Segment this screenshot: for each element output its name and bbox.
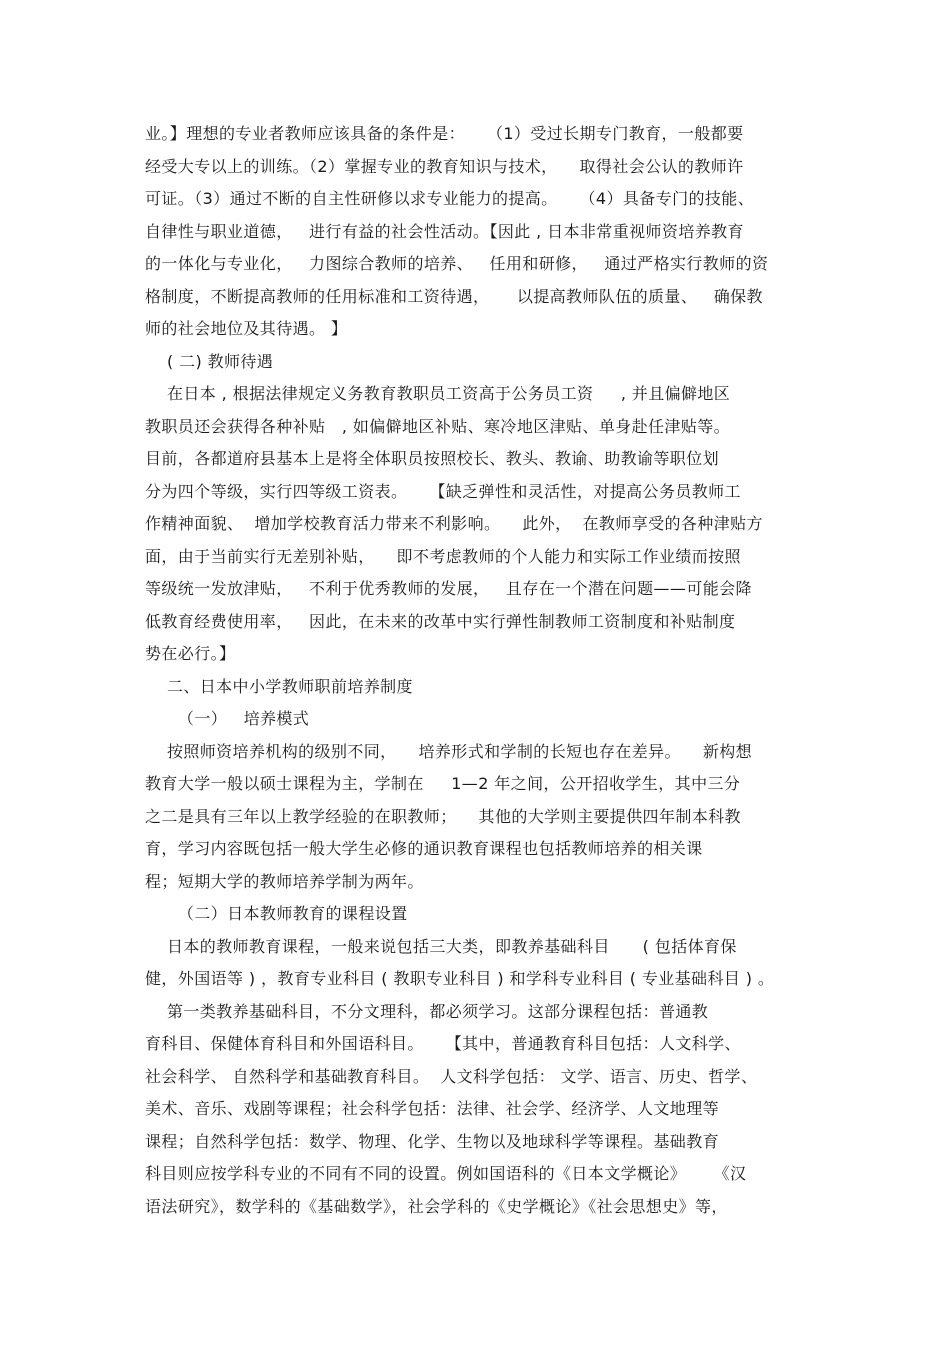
text-line: 在日本 , 根据法律规定义务教育教职员工资高于公务员工资 , 并且偏僻地区 (145, 384, 731, 403)
text-line: 可证。（3）通过不断的自主性研修以求专业能力的提高。 （4）具备专门的技能、 (145, 189, 755, 208)
text-line: 面，由于当前实行无差别补贴， 即不考虑教师的个人能力和实际工作业绩而按照 (145, 546, 741, 566)
text-line: 按照师资培养机构的级别不同， 培养形式和学制的长短也存在差异。 新构想 (145, 741, 753, 761)
text-line: （二）日本教师教育的课程设置 (145, 904, 408, 923)
text-line: 二、日本中小学教师职前培养制度 (145, 676, 413, 696)
text-line: 育科目、保健体育科目和外国语科目。 【其中，普通教育科目包括：人文科学、 (145, 1034, 741, 1053)
text-line: 业。】理想的专业者教师应该具备的条件是： （1）受过长期专门教育，一般都要 (145, 124, 744, 143)
text-line: 势在必行。】 (145, 644, 236, 663)
text-line: 程；短期大学的教师培养学制为两年。 (145, 871, 424, 891)
text-line: 第一类教养基础科目，不分文理科，都必须学习。这部分课程包括：普通教 (145, 1001, 709, 1021)
text-line: 社会科学、 自然科学和基础教育科目。 人文科学包括： 文学、语言、历史、哲学、 (145, 1066, 758, 1086)
text-line: 经受大专以上的训练。（2）掌握专业的教育知识与技术， 取得社会公认的教师许 (145, 156, 744, 176)
text-line: 美术、音乐、戏剧等课程；社会科学包括：法律、社会学、经济学、人文地理等 (145, 1099, 720, 1118)
text-line: 低教育经费使用率， 因此，在未来的改革中实行弹性制教师工资制度和补贴制度 (145, 611, 736, 631)
text-line: 健，外国语等 ) ，教育专业科目 ( 教职专业科目 ) 和学科专业科目 ( 专业基础科目 ) 。 (145, 969, 775, 988)
text-line: 日本的教师教育课程，一般来说包括三大类，即教养基础科目 ( 包括体育保 (145, 936, 737, 956)
text-line: 自律性与职业道德， 进行有益的社会性活动。【因此 , 日本非常重视师资培养教育 (145, 221, 744, 241)
text-line: 育，学习内容既包括一般大学生必修的通识教育课程也包括教师培养的相关课 (145, 839, 703, 858)
text-line: 之二是具有三年以上教学经验的在职教师； 其他的大学则主要提供四年制本科教 (145, 806, 741, 826)
text-line: 教育大学一般以硕士课程为主，学制在 1—2 年之间，公开招收学生，其中三分 (145, 774, 741, 793)
text-line: 等级统一发放津贴， 不利于优秀教师的发展， 且存在一个潜在问题——可能会降 (145, 579, 752, 598)
text-line: （一） 培养模式 (145, 709, 310, 728)
text-line: 语法研究》，数学科的《基础数学》，社会学科的《史学概论》《社会思想史》等， (145, 1196, 728, 1216)
text-line: 格制度，不断提高教师的任用标准和工资待遇， 以提高教师队伍的质量、 确保教 (145, 286, 763, 306)
text-line: ( 二) 教师待遇 (145, 351, 274, 371)
text-line: 课程；自然科学包括：数学、物理、化学、生物以及地球科学等课程。基础教育 (145, 1131, 720, 1151)
text-line: 教职员还会获得各种补贴 , 如偏僻地区补贴、寒冷地区津贴、单身赴任津贴等。 (145, 416, 731, 436)
text-line: 目前，各都道府县基本上是将全体职员按照校长、教头、教谕、助教谕等职位划 (145, 449, 720, 468)
text-line: 分为四个等级，实行四等级工资表。 【缺乏弹性和灵活性，对提高公务员教师工 (145, 481, 741, 501)
text-line: 科目则应按学科专业的不同有不同的设置。例如国语科的《日本文学概论》 《汉 (145, 1164, 747, 1183)
text-line: 的一体化与专业化， 力图综合教师的培养、 任用和研修， 通过严格实行教师的资 (145, 254, 769, 273)
text-line: 师的社会地位及其待遇。 】 (145, 319, 348, 338)
text-line: 作精神面貌、 增加学校教育活力带来不利影响。 此外， 在教师享受的各种津贴方 (145, 514, 763, 533)
